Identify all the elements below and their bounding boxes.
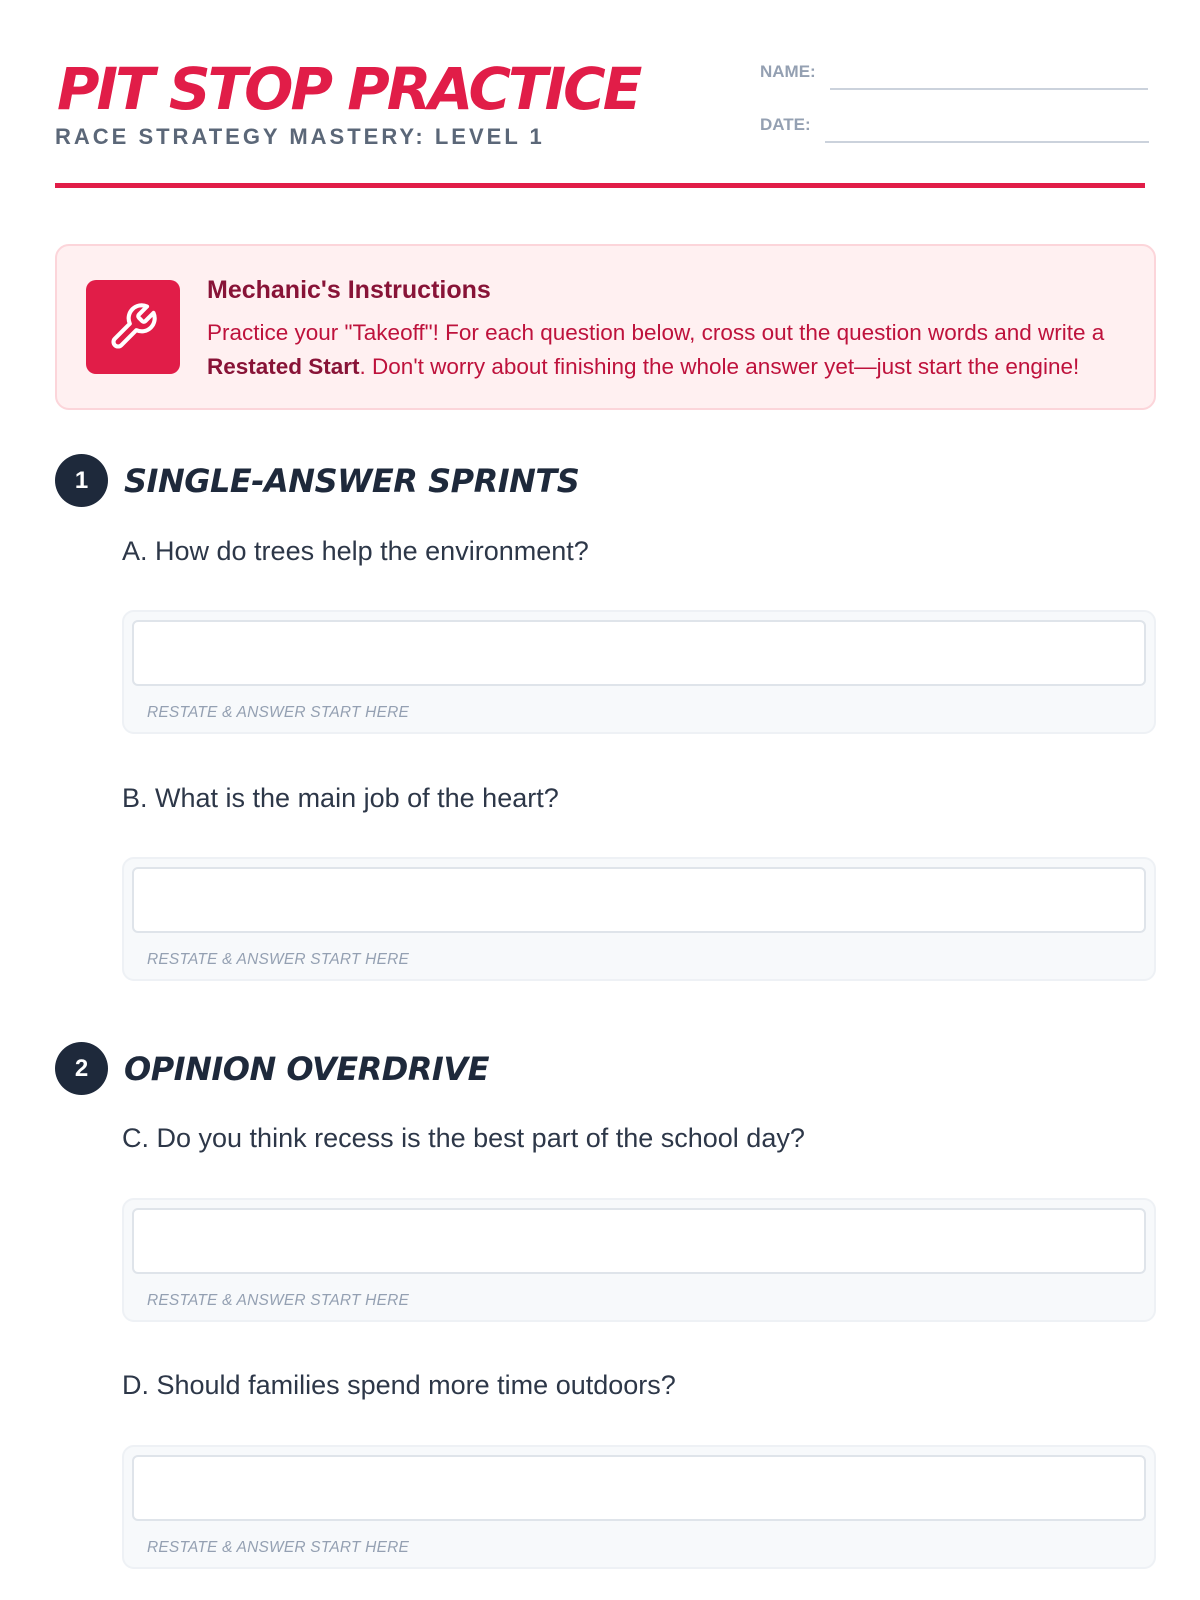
question-c: C. Do you think recess is the best part of the school day?	[122, 1123, 805, 1153]
wrench-icon	[86, 280, 180, 374]
name-field[interactable]	[760, 62, 1148, 82]
instructions-bold-term: Restated Start	[207, 354, 360, 379]
section-number-badge: 2	[55, 1042, 108, 1095]
page-title: PIT STOP PRACTICE	[57, 55, 640, 123]
question-a: A. How do trees help the environment?	[122, 536, 589, 566]
answer-input-c[interactable]	[132, 1208, 1146, 1274]
answer-card-c	[122, 1198, 1156, 1322]
answer-hint: RESTATE & ANSWER START HERE	[147, 1539, 410, 1556]
instructions-title: Mechanic's Instructions	[207, 276, 491, 304]
answer-card-b	[122, 857, 1156, 981]
question-b: B. What is the main job of the heart?	[122, 783, 559, 813]
instructions-box	[55, 244, 1156, 410]
name-line[interactable]	[830, 68, 1148, 90]
section-title: SINGLE-ANSWER SPRINTS	[124, 461, 580, 500]
instructions-text	[207, 316, 1127, 384]
answer-card-d	[122, 1445, 1156, 1569]
page-subtitle: RACE STRATEGY MASTERY: LEVEL 1	[55, 124, 545, 149]
question-d: D. Should families spend more time outdoors?	[122, 1370, 676, 1400]
date-line[interactable]	[825, 121, 1149, 143]
answer-hint: RESTATE & ANSWER START HERE	[147, 1292, 410, 1309]
date-label: DATE:	[760, 115, 811, 134]
answer-hint: RESTATE & ANSWER START HERE	[147, 951, 410, 968]
answer-input-d[interactable]	[132, 1455, 1146, 1521]
answer-input-a[interactable]	[132, 620, 1146, 686]
instructions-text-part: . Don't worry about finishing the whole answer yet—just start the engine!	[359, 354, 1080, 379]
answer-hint: RESTATE & ANSWER START HERE	[147, 704, 410, 721]
instructions-text-part: Practice your "Takeoff"! For each question below, cross out the question words and write a	[207, 320, 1105, 345]
section-number-badge: 1	[55, 454, 108, 507]
section-2-heading	[55, 1042, 489, 1095]
section-1-heading	[55, 454, 579, 507]
date-field[interactable]	[760, 115, 1149, 135]
name-label: NAME:	[760, 62, 816, 81]
answer-card-a	[122, 610, 1156, 734]
header	[55, 0, 1145, 188]
section-title: OPINION OVERDRIVE	[124, 1049, 489, 1088]
answer-input-b[interactable]	[132, 867, 1146, 933]
